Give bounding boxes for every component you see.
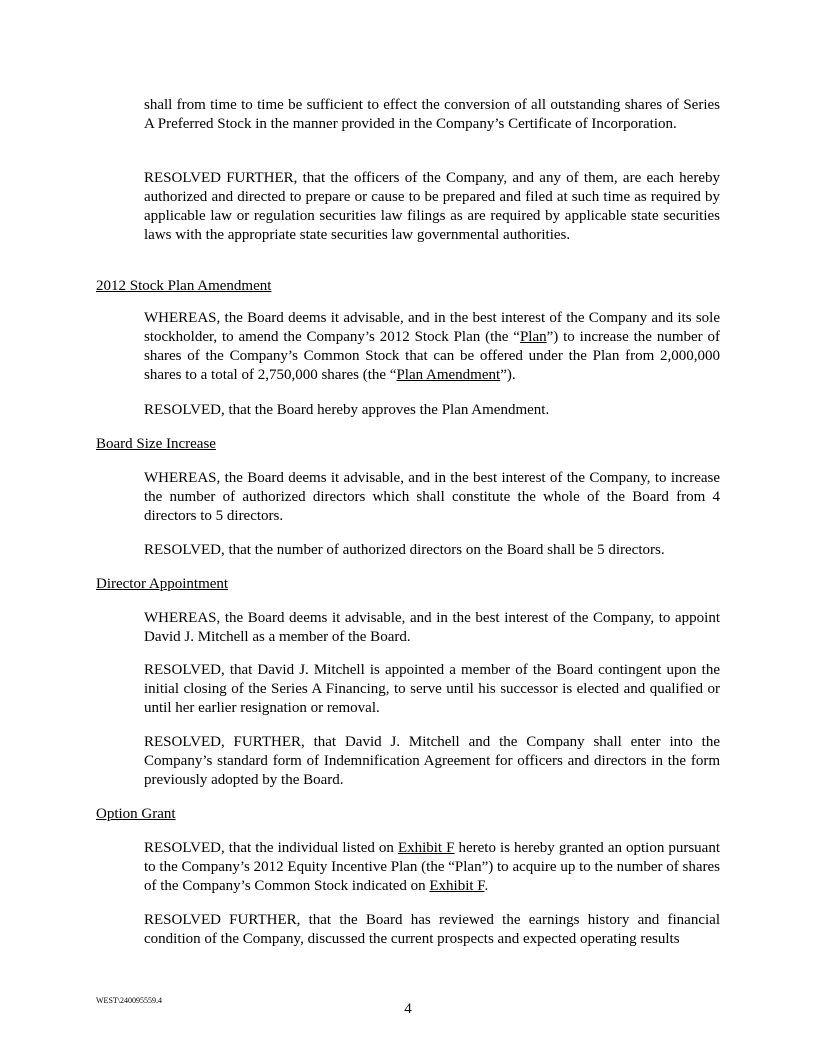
paragraph-board-whereas: WHEREAS, the Board deems it advisable, and in the best interest of the Company, to increase the number of authorized directors which shall constitute the whole of the Board from 4 directors to 5 directors. — [144, 470, 720, 524]
paragraph-conversion-shares: shall from time to time be sufficient to effect the conversion of all outstanding shares of Series A Preferred Stock in the manner provided in the Company’s Certificate of Incorporation. — [144, 97, 720, 132]
heading-option-grant: Option Grant — [96, 806, 176, 822]
paragraph-director-resolved: RESOLVED, that David J. Mitchell is appointed a member of the Board contingent upon the initial closing of the Series A Financing, to serve until his successor is elected and qualified or until her earlier resignation or removal. — [144, 662, 720, 716]
text-run: WHEREAS, the Board deems it advisable, and in the best interest of the Company and its sole stockholder, to amend the Company’s 2012 Stock Plan (the “ — [144, 310, 720, 345]
heading-director-appointment: Director Appointment — [96, 576, 229, 592]
paragraph-board-resolved: RESOLVED, that the number of authorized directors on the Board shall be 5 directors. — [144, 542, 665, 558]
text-run: . — [484, 878, 489, 894]
paragraph-indemnification: RESOLVED, FURTHER, that David J. Mitchell and the Company shall enter into the Company’s standard form of Indemnification Agreement for officers and directors in the form previously adopted by the Board. — [144, 734, 720, 788]
paragraph-director-whereas: WHEREAS, the Board deems it advisable, and in the best interest of the Company, to appoint David J. Mitchell as a member of the Board. — [144, 610, 720, 645]
paragraph-earnings-history: RESOLVED FURTHER, that the Board has reviewed the earnings history and financial condition of the Company, discussed the current prospects and expected operating results — [144, 912, 720, 947]
heading-board-size-increase: Board Size Increase — [96, 436, 216, 452]
heading-stock-plan-amendment: 2012 Stock Plan Amendment — [96, 278, 272, 294]
document-id: WEST\240095559.4 — [96, 996, 162, 1005]
paragraph-securities-filings: RESOLVED FURTHER, that the officers of the Company, and any of them, are each hereby authorized and directed to prepare or cause to be prepared and filed at such time as required by applicable law or regulation securities law filings as are required by applicable state securities laws with the appropriate state securities law governmental authorities. — [144, 170, 720, 243]
text-run: hereto is hereby granted an option pursuant to the Company’s 2012 Equity Incentive Plan (the “Plan”) to acquire up to the number of shares of the Company’s Common Stock indicated on — [144, 840, 720, 894]
exhibit-f-reference: Exhibit F — [397, 840, 455, 856]
exhibit-f-reference: Exhibit F — [429, 878, 485, 894]
paragraph-plan-resolved: RESOLVED, that the Board hereby approves the Plan Amendment. — [144, 402, 550, 418]
page-number: 4 — [404, 1001, 412, 1017]
text-run: ”). — [500, 367, 516, 383]
text-run: ”) to increase the number of shares of the Company’s Common Stock that can be offered under the Plan from 2,000,000 shares to a total of 2,750,000 shares (the “ — [144, 329, 720, 383]
defined-term-plan-amendment: Plan Amendment — [396, 367, 501, 383]
defined-term-plan: Plan — [519, 329, 547, 345]
paragraph-plan-whereas — [144, 309, 720, 385]
text-run: RESOLVED, that the individual listed on — [144, 840, 398, 856]
paragraph-option-resolved — [144, 839, 720, 896]
